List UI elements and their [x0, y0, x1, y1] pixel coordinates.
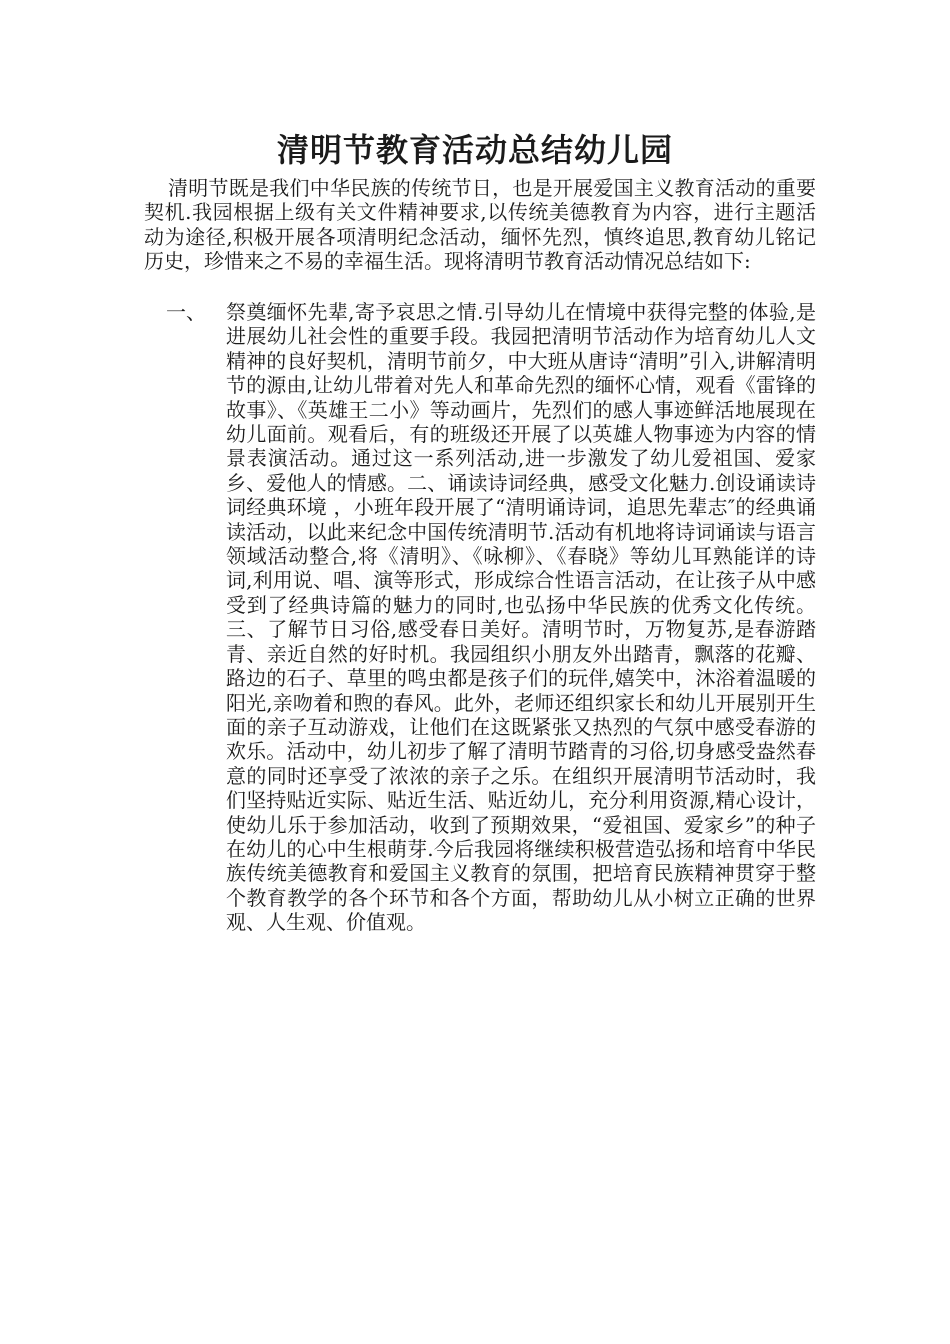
intro-paragraph: 清明节既是我们中华民族的传统节日，也是开展爱国主义教育活动的重要契机.我园根据上级有关文件精神要求,以传统美德教育为内容，进行主题活动为途径,积极开展各项清明纪念活动，缅怀先烈，慎终追思,教育幼儿铭记历史，珍惜来之不易的幸福生活。现将清明节教育活动情况总结如下:: [144, 176, 816, 274]
list-item: [144, 300, 816, 935]
document-title: 清明节教育活动总结幼儿园: [276, 131, 673, 169]
list-item-text: 祭奠缅怀先辈,寄予哀思之情.引导幼儿在情境中获得完整的体验,是进展幼儿社会性的重要手段。我园把清明节活动作为培育幼儿人文精神的良好契机，清明节前夕，中大班从唐诗“清明”引入,讲解清明节的源由,让幼儿带着对先人和革命先烈的缅怀心情，观看《雷锋的故事》、《英雄王二小》等动画片，先烈们的感人事迹鲜活地展现在幼儿面前。观看后，有的班级还开展了以英雄人物事迹为内容的情景表演活动。通过这一系列活动,进一步激发了幼儿爱祖国、爱家乡、爱他人的情感。二、诵读诗词经典，感受文化魅力.创设诵读诗词经典环境 ，小班年段开展了“清明诵诗词，追思先辈志″的经典诵读活动，以此来纪念中国传统清明节.活动有机地将诗词诵读与语言领域活动整合,将《清明》、《咏柳》、《春晓》等幼儿耳熟能详的诗词,利用说、唱、演等形式，形成综合性语言活动，在让孩子从中感受到了经典诗篇的魅力的同时,也弘扬中华民族的优秀文化传统。三、了解节日习俗,感受春日美好。清明节时，万物复苏,是春游踏青、亲近自然的好时机。我园组织小朋友外出踏青，飘落的花瓣、路边的石子、草里的鸣虫都是孩子们的玩伴,嬉笑中，沐浴着温暖的阳光,亲吻着和煦的春风。此外，老师还组织家长和幼儿开展别开生面的亲子互动游戏，让他们在这既紧张又热烈的气氛中感受春游的欢乐。活动中，幼儿初步了解了清明节踏青的习俗,切身感受盎然春意的同时还享受了浓浓的亲子之乐。在组织开展清明节活动时，我们坚持贴近实际、贴近生活、贴近幼儿，充分利用资源,精心设计，使幼儿乐于参加活动，收到了预期效果，“爱祖国、爱家乡”的种子在幼儿的心中生根萌芽.今后我园将继续积极营造弘扬和培育中华民族传统美德教育和爱国主义教育的氛围，把培育民族精神贯穿于整个教育教学的各个环节和各个方面，帮助幼儿从小树立正确的世界观、人生观、价值观。: [226, 300, 816, 935]
list-item-marker: 一、: [166, 300, 206, 324]
